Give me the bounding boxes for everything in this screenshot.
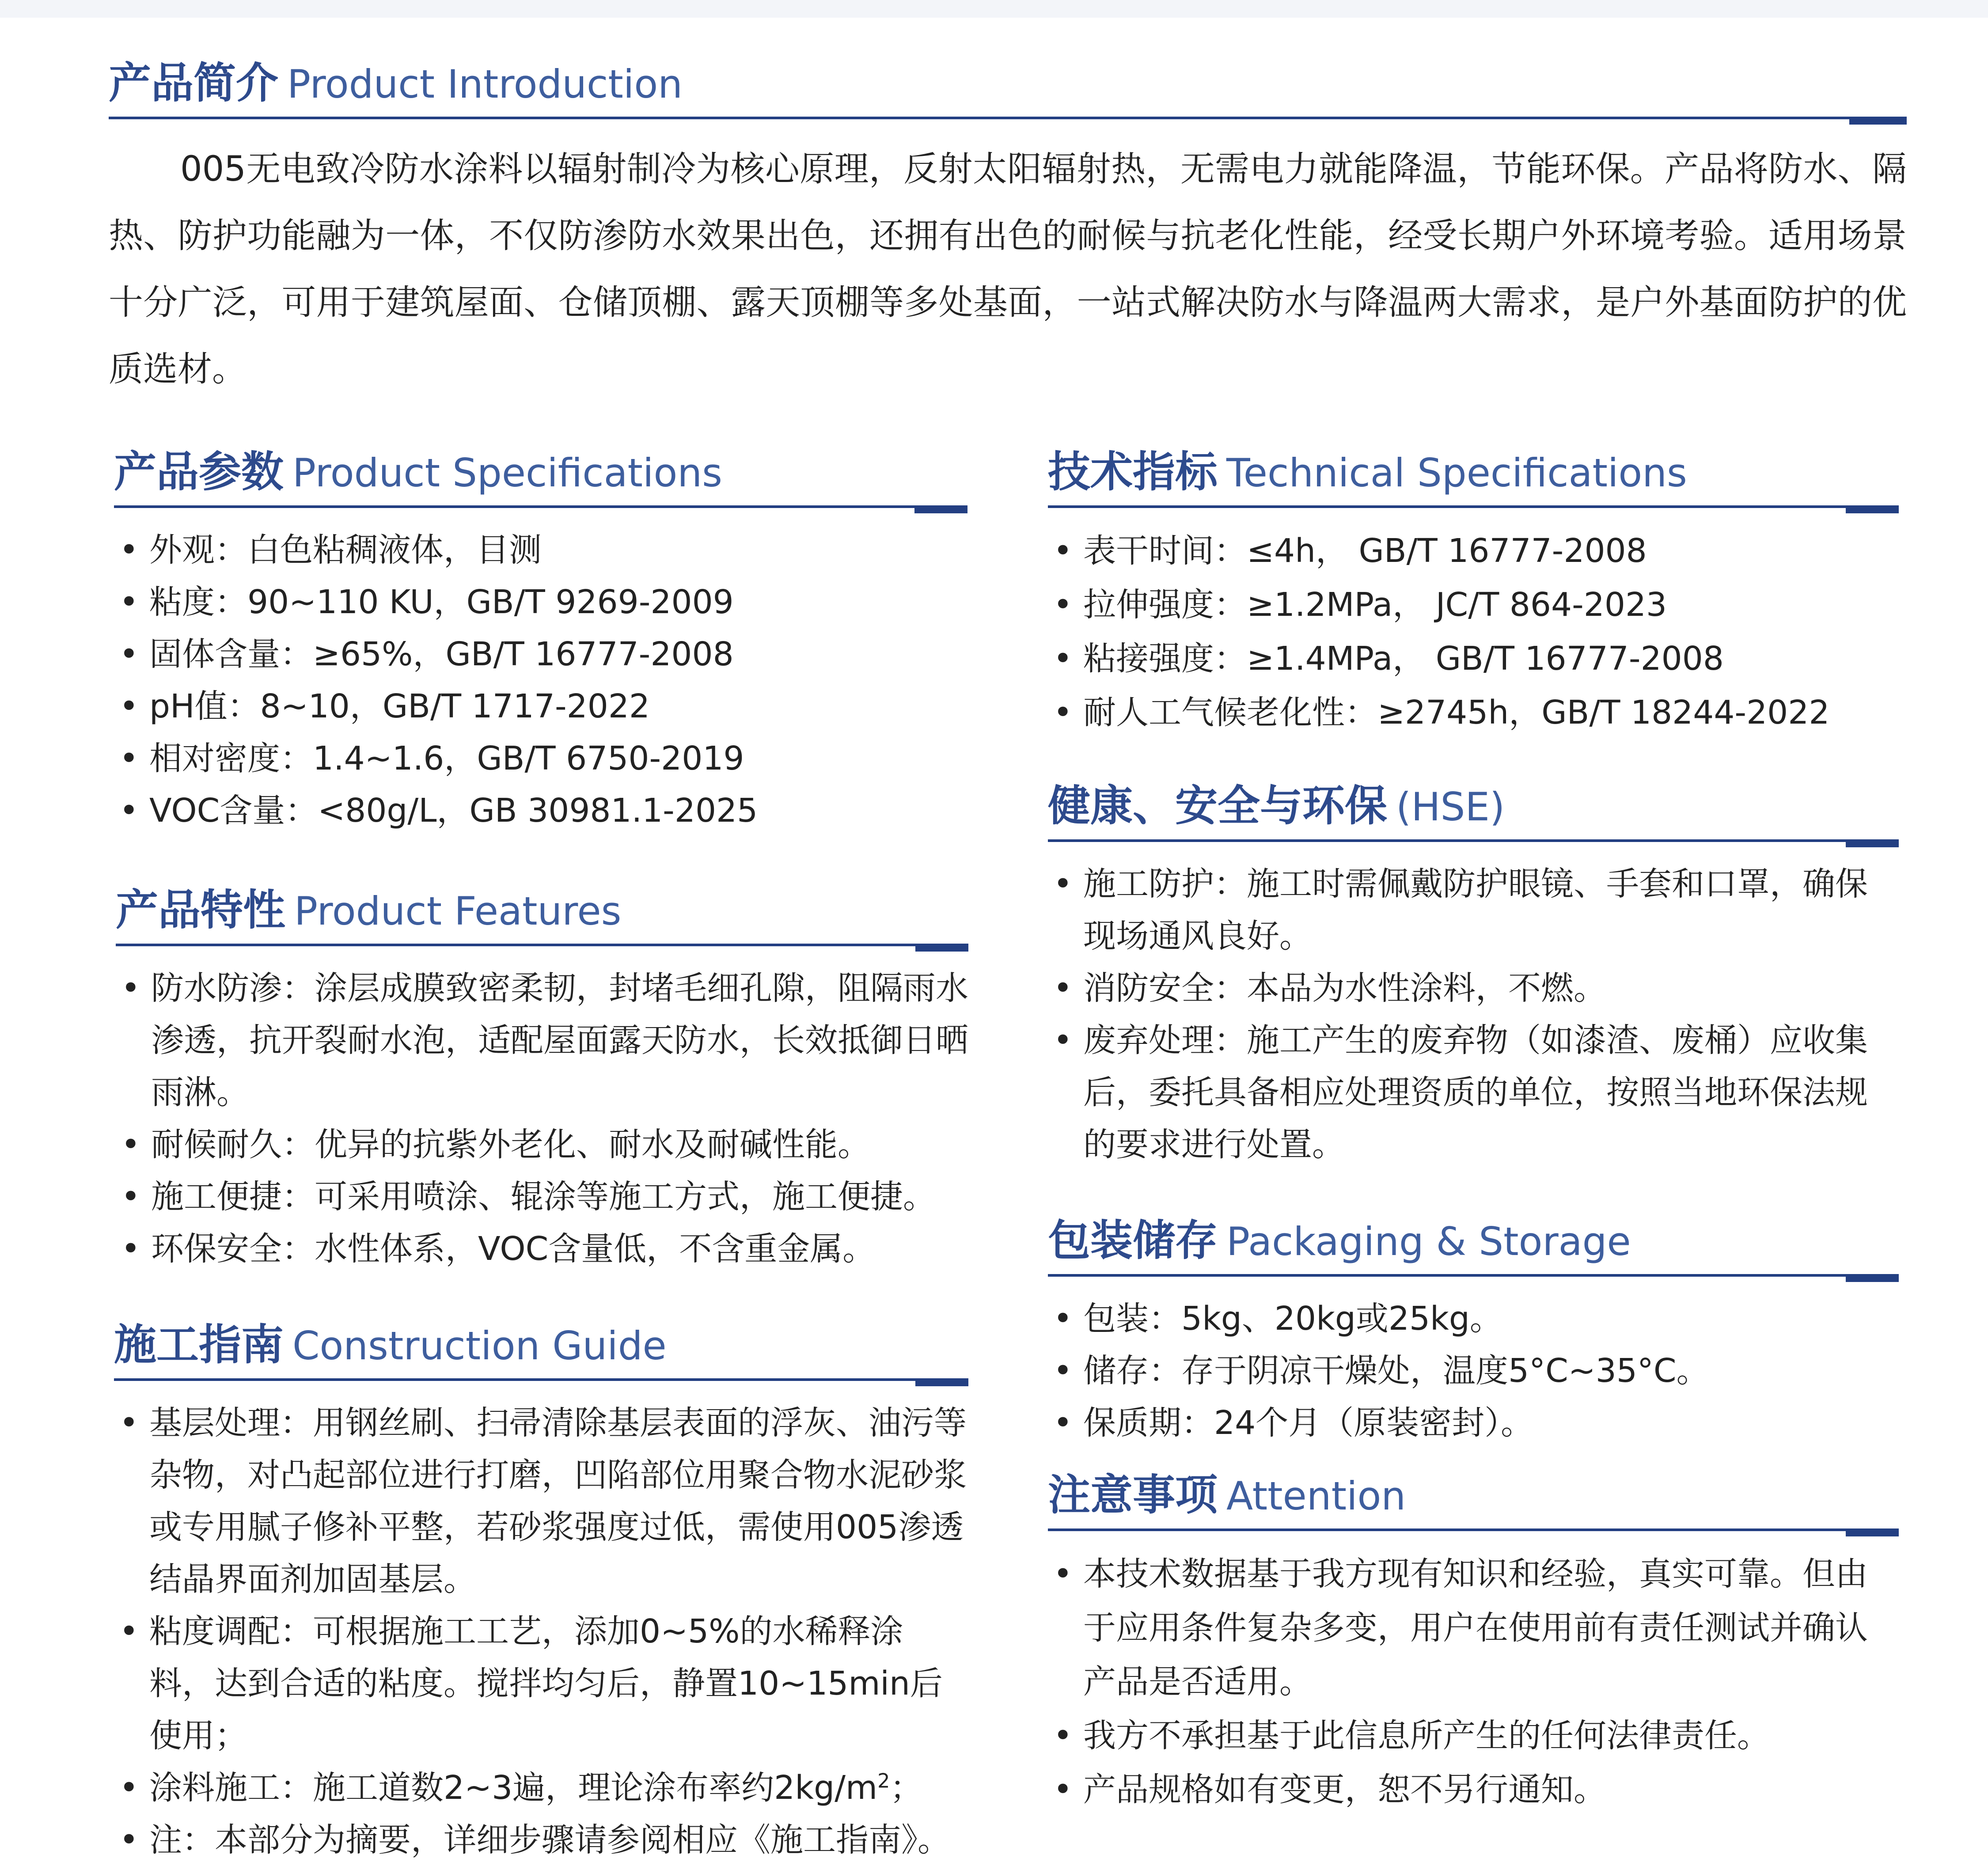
hse-list: [1048, 858, 1899, 1171]
bullet: •: [121, 1230, 140, 1268]
section-product-features: [116, 862, 968, 1275]
section-product-specifications: [114, 424, 967, 837]
list-item: [114, 785, 967, 837]
section-product-introduction: [109, 35, 1907, 403]
list-item: [1048, 962, 1899, 1014]
bullet: •: [121, 969, 140, 1007]
section-title: [114, 1320, 667, 1369]
section-header: [116, 862, 968, 946]
list-item-text: 表干时间：≤4h， GB/T 16777-2008: [1083, 532, 1647, 570]
section-title: [1048, 447, 1687, 497]
section-header: [114, 1297, 968, 1381]
section-attention: [1048, 1447, 1899, 1817]
bullet: •: [119, 740, 139, 778]
list-item-text: 废弃处理：施工产生的废弃物（如漆渣、废桶）应收集后，委托具备相应处理资质的单位，按照当地环保法规的要求进行处置。: [1083, 1021, 1868, 1164]
bullet: •: [119, 531, 139, 569]
bullet: •: [119, 792, 139, 830]
list-item-text: 粘度调配：可根据施工工艺，添加0~5%的水稀释涂料，达到合适的粘度。搅拌均匀后，静置10~15min后使用；: [149, 1612, 943, 1755]
bullet: •: [1053, 640, 1073, 678]
header-accent-tab: [915, 1378, 968, 1386]
section-title: [1048, 781, 1505, 831]
section-hse: [1048, 758, 1899, 1171]
features-list: [116, 962, 968, 1275]
section-header: [109, 35, 1907, 119]
section-title: [1048, 1216, 1631, 1265]
bullet: •: [1053, 969, 1073, 1007]
list-item-text: 环保安全：水性体系，VOC含量低，不含重金属。: [151, 1230, 876, 1268]
packaging-list: [1048, 1293, 1899, 1449]
section-title: [116, 885, 622, 935]
bullet: •: [119, 1821, 139, 1859]
list-item-text: 涂料施工：施工道数2~3遍，理论涂布率约2kg/m: [149, 1769, 878, 1807]
list-item-text: 基层处理：用钢丝刷、扫帚清除基层表面的浮灰、油污等杂物，对凸起部位进行打磨，凹陷部位用聚合物水泥砂浆或专用腻子修补平整，若砂浆强度过低，需使用005渗透结晶界面剂加固基层。: [149, 1404, 967, 1598]
list-item-text: 包装：5kg、20kg或25kg。: [1083, 1300, 1502, 1338]
list-item-text: 施工便捷：可采用喷涂、辊涂等施工方式，施工便捷。: [151, 1178, 936, 1216]
header-accent-tab: [915, 944, 968, 952]
list-item: [1048, 578, 1899, 632]
section-technical-specifications: [1048, 424, 1899, 740]
bullet: •: [1053, 586, 1073, 624]
top-band: [0, 0, 1988, 18]
bullet: •: [1053, 532, 1073, 570]
bullet: •: [1053, 1717, 1073, 1755]
list-item: [114, 628, 967, 680]
list-item-text: 保质期：24个月（原装密封）。: [1083, 1404, 1534, 1442]
section-title-en: Product Specifications: [292, 450, 722, 496]
bullet: •: [119, 583, 139, 621]
section-title-en: Packaging & Storage: [1226, 1219, 1631, 1264]
list-item-text: 消防安全：本品为水性涂料，不燃。: [1083, 969, 1606, 1007]
bullet: •: [1053, 1771, 1073, 1809]
section-header: [1048, 1193, 1899, 1277]
list-item-text: 拉伸强度：≥1.2MPa， JC/T 864-2023: [1083, 586, 1667, 624]
list-item-text: 注：本部分为摘要，详细步骤请参阅相应《施工指南》。: [149, 1821, 950, 1859]
section-header: [1048, 1447, 1899, 1531]
list-item: [1048, 1763, 1899, 1817]
bullet: •: [1053, 1404, 1073, 1442]
list-item-text: 粘度：90~110 KU，GB/T 9269-2009: [149, 583, 734, 621]
section-title: [109, 58, 683, 108]
section-title-cn: 产品特性: [116, 885, 285, 935]
list-item-text: 外观：白色粘稠液体，目测: [149, 531, 542, 569]
section-title-en: Construction Guide: [292, 1323, 667, 1369]
section-title-cn: 健康、安全与环保: [1048, 781, 1387, 831]
list-item: [1048, 524, 1899, 578]
list-item: [1048, 1397, 1899, 1449]
header-accent-tab: [1846, 505, 1899, 513]
bullet: •: [1053, 694, 1073, 732]
header-accent-tab: [914, 505, 967, 513]
bullet: •: [1053, 1555, 1073, 1593]
bullet: •: [121, 1126, 140, 1164]
list-item: [1048, 1709, 1899, 1763]
attention-list: [1048, 1547, 1899, 1817]
section-title: [1048, 1470, 1406, 1520]
bullet: •: [119, 687, 139, 725]
list-item-text: pH值：8~10，GB/T 1717-2022: [149, 687, 650, 725]
list-item: [1048, 1547, 1899, 1709]
intro-paragraph: 005无电致冷防水涂料以辐射制冷为核心原理，反射太阳辐射热，无需电力就能降温，节能环保。产品将防水、隔热、防护功能融为一体，不仅防渗防水效果出色，还拥有出色的耐候与抗老化性能，经受长期户外环境考验。适用场景十分广泛，可用于建筑屋面、仓储顶棚、露天顶棚等多处基面，一站式解决防水与降温两大需求，是户外基面防护的优质选材。: [109, 149, 1907, 389]
list-item: [1048, 632, 1899, 686]
bullet: •: [1053, 1300, 1073, 1338]
bullet: •: [1053, 1352, 1073, 1390]
list-item-text: 粘接强度：≥1.4MPa， GB/T 16777-2008: [1083, 640, 1724, 678]
bullet: •: [119, 1769, 139, 1807]
list-item-text: 耐候耐久：优异的抗紫外老化、耐水及耐碱性能。: [151, 1126, 870, 1164]
section-construction-guide: [114, 1297, 968, 1866]
list-item: [1048, 686, 1899, 740]
section-title-en: Product Features: [294, 888, 622, 934]
section-title-cn: 施工指南: [114, 1320, 284, 1369]
list-item: [1048, 1014, 1899, 1171]
section-packaging-storage: [1048, 1193, 1899, 1449]
list-item-text: 我方不承担基于此信息所产生的任何法律责任。: [1083, 1717, 1770, 1755]
list-item-tail: ；: [890, 1769, 923, 1807]
section-title-en: Technical Specifications: [1226, 450, 1687, 496]
list-item: [1048, 858, 1899, 962]
list-item: [114, 576, 967, 628]
tech-spec-list: [1048, 524, 1899, 740]
section-header: [1048, 758, 1899, 842]
list-item-text: 本技术数据基于我方现有知识和经验，真实可靠。但由于应用条件复杂多变，用户在使用前有责任测试并确认产品是否适用。: [1083, 1555, 1868, 1701]
list-item: [116, 1119, 968, 1171]
list-item: [114, 1814, 968, 1866]
list-item: [116, 1171, 968, 1223]
bullet: •: [1053, 1021, 1073, 1059]
section-header: [1048, 424, 1899, 508]
header-accent-tab: [1849, 117, 1907, 125]
bullet: •: [119, 635, 139, 673]
header-accent-tab: [1846, 1274, 1899, 1282]
list-item: [114, 1605, 968, 1762]
list-item-text: 耐人工气候老化性：≥2745h，GB/T 18244-2022: [1083, 694, 1830, 732]
list-item-text: 固体含量：≥65%，GB/T 16777-2008: [149, 635, 734, 673]
list-item: [114, 1762, 968, 1814]
superscript: 2: [877, 1770, 890, 1793]
section-title: [114, 447, 722, 497]
header-accent-tab: [1846, 1528, 1899, 1536]
spec-list: [114, 524, 967, 837]
list-item: [114, 732, 967, 785]
section-title-cn: 产品简介: [109, 58, 278, 108]
section-title-cn: 技术指标: [1048, 447, 1218, 497]
header-accent-tab: [1846, 839, 1899, 847]
section-title-en: Product Introduction: [287, 61, 683, 107]
list-item-text: 相对密度：1.4~1.6，GB/T 6750-2019: [149, 740, 744, 778]
section-title-cn: 包装储存: [1048, 1216, 1218, 1265]
list-item-text: VOC含量：<80g/L，GB 30981.1-2025: [149, 792, 758, 830]
list-item-text: 防水防渗：涂层成膜致密柔韧，封堵毛细孔隙，阻隔雨水渗透，抗开裂耐水泡，适配屋面露天防水，长效抵御日晒雨淋。: [151, 969, 968, 1111]
list-item: [114, 680, 967, 732]
section-title-en: (HSE): [1396, 784, 1505, 830]
list-item-text: 产品规格如有变更，恕不另行通知。: [1083, 1771, 1606, 1809]
section-title-cn: 产品参数: [114, 447, 284, 497]
list-item: [1048, 1345, 1899, 1397]
section-header: [114, 424, 967, 508]
list-item-text: 储存：存于阴凉干燥处，温度5°C~35°C。: [1083, 1352, 1709, 1390]
bullet: •: [121, 1178, 140, 1216]
list-item: [1048, 1293, 1899, 1345]
list-item-text: 施工防护：施工时需佩戴防护眼镜、手套和口罩，确保现场通风良好。: [1083, 865, 1868, 955]
bullet: •: [119, 1612, 139, 1650]
list-item: [114, 524, 967, 576]
bullet: •: [1053, 865, 1073, 903]
construction-list: [114, 1397, 968, 1866]
section-title-cn: 注意事项: [1048, 1470, 1218, 1520]
list-item: [116, 962, 968, 1119]
list-item: [114, 1397, 968, 1605]
bullet: •: [119, 1404, 139, 1442]
section-title-en: Attention: [1226, 1473, 1406, 1519]
list-item: [116, 1223, 968, 1275]
